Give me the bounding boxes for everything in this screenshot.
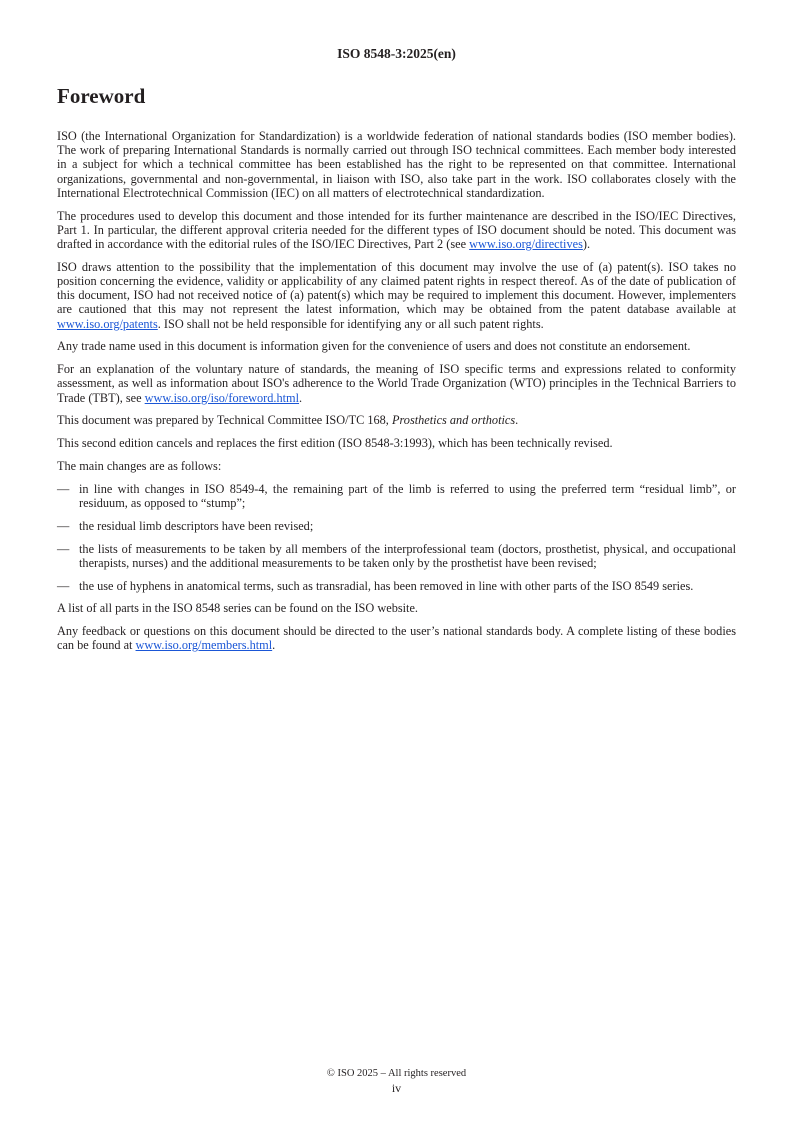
foreword-body — [57, 129, 736, 661]
list-item — [57, 542, 736, 570]
paragraph-trade-name: Any trade name used in this document is information given for the convenience of users and does not constitute an endorsement. — [57, 339, 691, 354]
paragraph-text: . — [515, 413, 519, 428]
dash-bullet: — — [57, 578, 70, 593]
paragraph-feedback — [57, 624, 736, 652]
list-item-text: the residual limb descriptors have been revised; — [79, 518, 314, 533]
changes-list — [57, 482, 736, 593]
paragraph-text: This document was prepared by Technical Committee ISO/TC 168, — [57, 413, 392, 428]
paragraph-series-parts: A list of all parts in the ISO 8548 series can be found on the ISO website. — [57, 601, 418, 616]
copyright-notice: © ISO 2025 – All rights reserved — [326, 1068, 467, 1079]
list-item-text: in line with changes in ISO 8549-4, the remaining part of the limb is referred to using the preferred term “residual limb”, or residuum, as opposed to “stump”; — [79, 481, 736, 511]
paragraph-text: . ISO shall not be held responsible for identifying any or all such patent rights. — [157, 316, 544, 331]
dash-bullet: — — [57, 518, 70, 533]
paragraph-text: . — [299, 390, 303, 405]
paragraph-main-changes-intro: The main changes are as follows: — [57, 459, 222, 474]
patents-link[interactable]: www.iso.org/patents — [57, 316, 158, 331]
list-item — [57, 482, 736, 510]
document-id-header: ISO 8548-3:2025(en) — [337, 46, 456, 61]
page-title: Foreword — [57, 84, 146, 108]
paragraph-edition: This second edition cancels and replaces the first edition (ISO 8548-3:1993), which has been technically revised. — [57, 436, 613, 451]
paragraph-iso-federation: ISO (the International Organization for Standardization) is a worldwide federation of national standards bodies (ISO member bodies). The work of preparing International Standards is normally carried out through ISO technical committees. Each member body interested in a subject for which a technical committee has been established has the right to be represented on that committee. International organizations, governmental and non-governmental, in liaison with ISO, also take part in the work. ISO collaborates closely with the International Electrotechnical Commission (IEC) on all matters of electrotechnical standardization. — [57, 129, 736, 200]
members-link[interactable]: www.iso.org/members.html — [135, 638, 273, 653]
paragraph-text: Any feedback or questions on this document should be directed to the user’s national standards body. A complete listing of these bodies can be found at — [57, 624, 736, 653]
paragraph-text: ISO draws attention to the possibility that the implementation of this document may involve the use of (a) patent(s). ISO takes no position concerning the evidence, validity or applicability of any claimed patent rights in respect thereof. As of the date of publication of this document, ISO had not received notice of (a) patent(s) which may be required to implement this document. However, implementers are cautioned that this may not represent the latest information, which may be obtained from the patent database available at — [57, 259, 736, 317]
paragraph-voluntary-nature — [57, 362, 736, 405]
paragraph-text: . — [272, 638, 276, 653]
dash-bullet: — — [57, 541, 70, 556]
page-number: iv — [391, 1081, 402, 1095]
paragraph-patents — [57, 260, 736, 331]
list-item — [57, 579, 736, 593]
list-item-text: the use of hyphens in anatomical terms, such as transradial, has been removed in line with other parts of the ISO 8549 series. — [79, 578, 694, 593]
committee-title: Prosthetics and orthotics — [391, 413, 516, 428]
list-item — [57, 519, 736, 533]
directives-link[interactable]: www.iso.org/directives — [469, 237, 583, 252]
paragraph-committee — [57, 413, 736, 427]
foreword-link[interactable]: www.iso.org/iso/foreword.html — [144, 390, 300, 405]
paragraph-text: The procedures used to develop this document and those intended for its further maintenance are described in the ISO/IEC Directives, Part 1. In particular, the different approval criteria needed for the different types of ISO document should be noted. This document was drafted in accordance with the editorial rules of the ISO/IEC Directives, Part 2 (see — [57, 208, 736, 252]
dash-bullet: — — [57, 481, 70, 496]
paragraph-procedures — [57, 209, 736, 252]
page-footer — [0, 1066, 793, 1096]
paragraph-text: For an explanation of the voluntary nature of standards, the meaning of ISO specific terms and expressions related to conformity assessment, as well as information about ISO's adherence to the World Trade Organization (WTO) principles in the Technical Barriers to Trade (TBT), see — [57, 362, 736, 405]
paragraph-text: ). — [582, 237, 591, 252]
list-item-text: the lists of measurements to be taken by all members of the interprofessional team (doctors, prosthetist, physical, and occupational therapists, nurses) and the additional measurements to be taken only by the prosthetist have been revised; — [79, 541, 736, 570]
